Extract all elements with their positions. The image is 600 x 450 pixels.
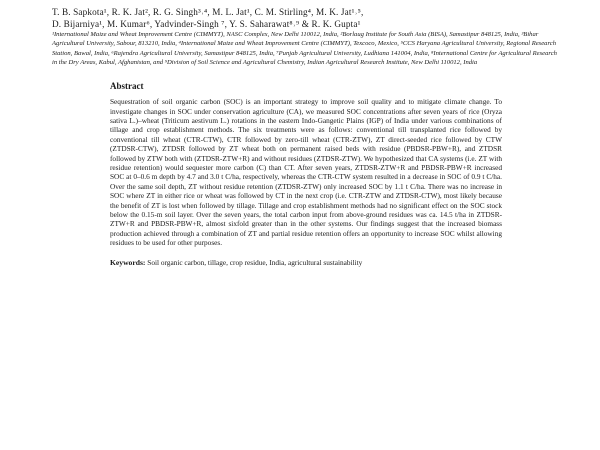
keywords-text: Soil organic carbon, tillage, crop residue, India, agricultural sustainability	[147, 257, 363, 267]
author-line-1: T. B. Sapkota¹, R. K. Jat², R. G. Singh³˒⁴, M. L. Jat¹, C. M. Stirling⁴, M. K. Jat¹˒⁵,	[52, 7, 364, 17]
abstract-body: Sequestration of soil organic carbon (SOC) is an important strategy to improve soil quality and to mitigate climate change. To investigate changes in SOC under conservation agriculture (CA), we measured SOC concentrations after seven years of rice (Oryza sativa L.)–wheat (Triticum aestivum L.) rotations in the eastern Indo-Gangetic Plains (IGP) of India under various combinations of tillage and crop establishment methods. The six treatments were as follows: conventional till transplanted rice followed by conventional till wheat (CTR-CTW), CTR followed by zero-till wheat (CTR-ZTW), ZT direct-seeded rice followed by CTW (ZTDSR-CTW), ZTDSR followed by ZT wheat both on permanent raised beds with residue (PBDSR-PBW+R), and ZTDSR followed by ZTW both with (ZTDSR-ZTW+R) and without residues (ZTDSR-ZTW). We hypothesized that CA systems (i.e. ZT with residue retention) would sequester more carbon (C) than CT. After seven years, ZTDSR-ZTW+R and PBDSR-PBW+R increased SOC at 0–0.6 m depth by 4.7 and 3.0 t C/ha, respectively, whereas the CTR-CTW system resulted in a decrease in SOC of 0.9 t C/ha. Over the same soil depth, ZT without residue retention (ZTDSR-ZTW) only increased SOC by 1.1 t C/ha. There was no increase in SOC where ZT in either rice or wheat was followed by CT in the next crop (i.e. CTR-ZTW and ZTDSR-CTW), most likely because the benefit of ZT is lost when followed by tillage. Tillage and crop establishment methods had no significant effect on the SOC stock below the 0.15-m soil layer. Over the seven years, the total carbon input from above-ground residues was ca. 14.5 t/ha in ZTDSR-ZTW+R and PBDSR-PBW+R, almost sixfold greater than in the other systems. Our findings suggest that the increased biomass production achieved through a combination of ZT and partial residue retention offers an opportunity to increase SOC whilst allowing residues to be used for other purposes.	[110, 97, 502, 248]
keywords-label: Keywords:	[110, 257, 146, 267]
affiliations: ¹International Maize and Wheat Improvement Centre (CIMMYT), NASC Complex, New Delhi 110012, India, ²Borlaug Institute for South Asia (BISA), Samastipur 848125, India, ³Bihar Agricultural University, Sabour, 813210, India, ⁴International Maize and Wheat Improvement Centre (CIMMYT), Texcoco, Mexico, ⁵CCS Haryana Agricultural University, Regional Research Station, Bawal, India, ⁶Rajendra Agricultural University, Samastipur 848125, India, ⁷Punjab Agricultural University, Ludhiana 141004, India, ⁸International Centre for Agricultural Research in the Dry Areas, Kabul, Afghanistan, and ⁹Division of Soil Science and Agricultural Chemistry, Indian Agricultural Research Institute, New Delhi 110012, India	[52, 31, 557, 66]
author-list	[52, 6, 560, 30]
author-line-2: D. Bijarniya¹, M. Kumar⁶, Yadvinder-Singh ⁷, Y. S. Saharawat⁸˒⁹ & R. K. Gupta¹	[52, 19, 361, 29]
abstract-heading: Abstract	[110, 81, 144, 92]
keywords	[110, 258, 502, 267]
